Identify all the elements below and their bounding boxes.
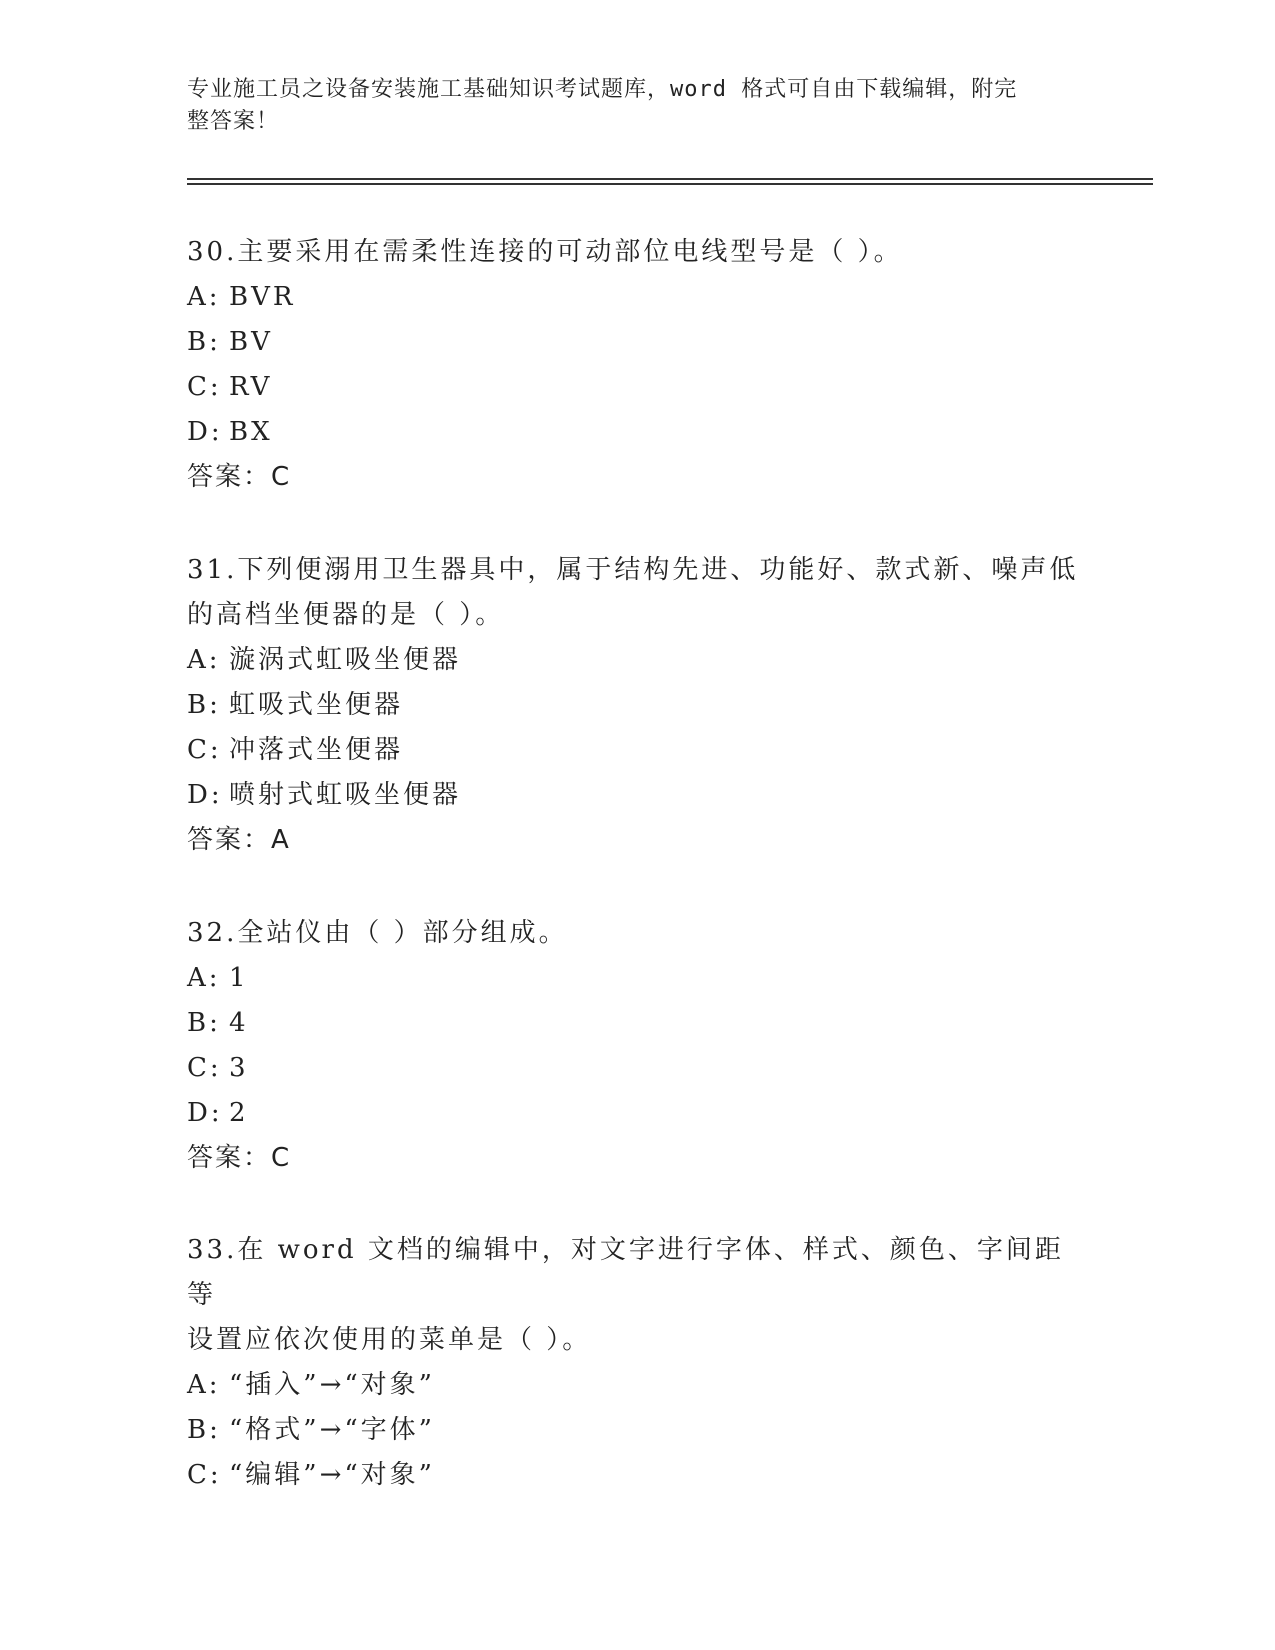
option-text: BV bbox=[229, 327, 273, 357]
option-letter: C: bbox=[187, 1460, 222, 1490]
option-text: BVR bbox=[229, 282, 296, 312]
option-letter: B: bbox=[187, 690, 221, 720]
question-stem: 33.在 word 文档的编辑中，对文字进行字体、样式、颜色、字间距等 bbox=[187, 1235, 1064, 1310]
question-stem: 30.主要采用在需柔性连接的可动部位电线型号是（ ）。 bbox=[187, 237, 903, 267]
option-text: 冲落式坐便器 bbox=[229, 735, 404, 765]
option-text: “格式”→“字体” bbox=[229, 1415, 435, 1445]
option-text: 喷射式虹吸坐便器 bbox=[229, 780, 462, 810]
option-letter: D: bbox=[187, 1098, 223, 1128]
answer-line: 答案：C bbox=[187, 462, 292, 492]
option-letter: C: bbox=[187, 735, 222, 765]
option-b bbox=[187, 1408, 1087, 1453]
option-text: 1 bbox=[229, 963, 249, 993]
question-32 bbox=[187, 911, 1087, 1181]
option-text: BX bbox=[229, 417, 273, 447]
option-text: “插入”→“对象” bbox=[229, 1370, 435, 1400]
question-33 bbox=[187, 1228, 1087, 1498]
header-line-1: 专业施工员之设备安装施工基础知识考试题库，word 格式可自由下载编辑，附完 bbox=[187, 77, 1018, 102]
option-d bbox=[187, 410, 1087, 455]
option-text: “编辑”→“对象” bbox=[229, 1460, 435, 1490]
option-text: 虹吸式坐便器 bbox=[229, 690, 404, 720]
option-a bbox=[187, 956, 1087, 1001]
header-divider-bottom bbox=[187, 183, 1153, 185]
option-c bbox=[187, 728, 1087, 773]
header-line-2: 整答案！ bbox=[187, 109, 280, 134]
option-letter: A: bbox=[187, 1370, 221, 1400]
option-letter: A: bbox=[187, 645, 221, 675]
option-b bbox=[187, 320, 1087, 365]
option-letter: C: bbox=[187, 1053, 222, 1083]
option-c bbox=[187, 365, 1087, 410]
option-d bbox=[187, 1091, 1087, 1136]
option-b bbox=[187, 683, 1087, 728]
header-divider-top bbox=[187, 178, 1153, 180]
option-text: 3 bbox=[229, 1053, 249, 1083]
option-letter: B: bbox=[187, 1415, 221, 1445]
question-31 bbox=[187, 548, 1087, 863]
option-c bbox=[187, 1046, 1087, 1091]
answer-line: 答案：A bbox=[187, 825, 291, 855]
option-letter: D: bbox=[187, 780, 223, 810]
option-text: RV bbox=[229, 372, 273, 402]
option-letter: D: bbox=[187, 417, 223, 447]
option-d bbox=[187, 773, 1087, 818]
option-c bbox=[187, 1453, 1087, 1498]
answer-line: 答案：C bbox=[187, 1143, 292, 1173]
question-stem-continued: 的高档坐便器的是（ ）。 bbox=[187, 600, 505, 630]
option-text: 2 bbox=[229, 1098, 249, 1128]
option-a bbox=[187, 638, 1087, 683]
question-stem: 31.下列便溺用卫生器具中，属于结构先进、功能好、款式新、噪声低 bbox=[187, 555, 1079, 585]
option-text: 4 bbox=[229, 1008, 249, 1038]
question-stem-continued: 设置应依次使用的菜单是（ ）。 bbox=[187, 1325, 592, 1355]
option-a bbox=[187, 275, 1087, 320]
option-letter: B: bbox=[187, 1008, 221, 1038]
question-30 bbox=[187, 230, 1087, 500]
document-header bbox=[187, 74, 1067, 138]
option-letter: B: bbox=[187, 327, 221, 357]
option-b bbox=[187, 1001, 1087, 1046]
question-stem: 32.全站仪由（ ）部分组成。 bbox=[187, 918, 568, 948]
option-text: 漩涡式虹吸坐便器 bbox=[229, 645, 462, 675]
option-letter: A: bbox=[187, 282, 221, 312]
option-a bbox=[187, 1363, 1087, 1408]
option-letter: A: bbox=[187, 963, 221, 993]
option-letter: C: bbox=[187, 372, 222, 402]
